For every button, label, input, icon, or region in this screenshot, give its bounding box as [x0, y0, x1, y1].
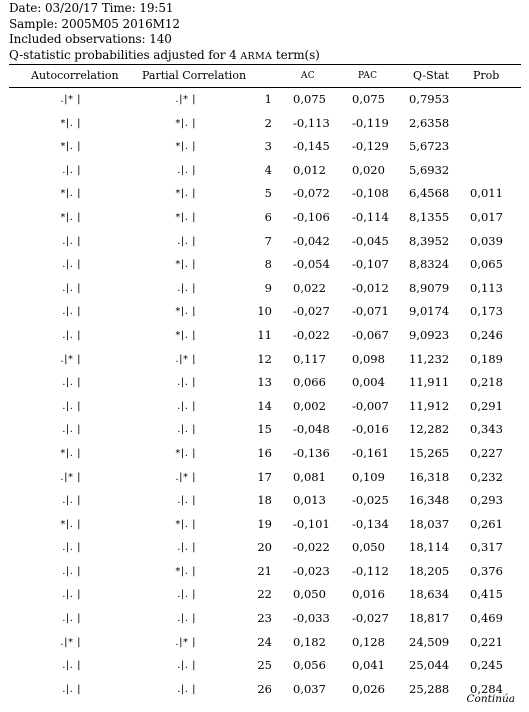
table-row	[9, 654, 521, 678]
autocorrelation-pattern: .|* |	[60, 636, 81, 648]
prob-value: 0,293	[470, 493, 503, 508]
partial-correlation-pattern: .|. |	[177, 613, 196, 625]
table-row	[9, 135, 521, 159]
autocorrelation-pattern: .|. |	[62, 542, 81, 554]
table-row	[9, 230, 521, 254]
autocorrelation-pattern: .|. |	[62, 282, 81, 294]
table-row	[9, 631, 521, 655]
pac-value: -0,067	[352, 327, 389, 342]
ac-value: 0,066	[293, 375, 326, 390]
prob-value: 0,284	[470, 681, 503, 696]
autocorrelation-pattern: .|. |	[62, 259, 81, 271]
prob-header: Prob	[473, 69, 500, 82]
lag-number: 14	[257, 398, 272, 413]
qstat-value: 2,6358	[409, 115, 450, 130]
lag-number: 13	[257, 375, 272, 390]
table-row	[9, 678, 521, 702]
table-row	[9, 607, 521, 631]
table-row	[9, 583, 521, 607]
prob-value: 0,065	[470, 257, 503, 272]
lag-number: 25	[257, 658, 272, 673]
pac-value: 0,041	[352, 658, 385, 673]
autocorrelation-pattern: .|* |	[60, 471, 81, 483]
qstat-value: 8,8324	[409, 257, 450, 272]
lag-number: 16	[257, 445, 272, 460]
autocorrelation-pattern: *|. |	[60, 117, 81, 129]
ac-value: -0,048	[293, 422, 330, 437]
qstat-value: 8,9079	[409, 280, 450, 295]
lag-number: 8	[264, 257, 272, 272]
qstat-value: 9,0923	[409, 327, 450, 342]
qstat-value: 18,205	[409, 563, 450, 578]
qstat-value: 0,7953	[409, 92, 450, 106]
ac-value: -0,054	[293, 257, 330, 272]
ac-value: 0,050	[293, 587, 326, 602]
pac-value: 0,109	[352, 469, 385, 484]
pac-value: -0,107	[352, 257, 389, 272]
pac-header: PAC	[358, 71, 378, 81]
prob-value: 0,227	[470, 445, 503, 460]
prob-value: 0,173	[470, 304, 503, 319]
qstat-value: 9,0174	[409, 304, 450, 319]
qstat-value: 5,6932	[409, 162, 450, 177]
pac-value: -0,114	[352, 209, 389, 224]
qstat-value: 16,318	[409, 469, 450, 484]
prob-value: 0,415	[470, 587, 503, 602]
partial-correlation-pattern: *|. |	[175, 565, 196, 577]
partial-correlation-pattern: *|. |	[175, 259, 196, 271]
pac-value: -0,129	[352, 139, 389, 154]
partial-correlation-pattern: .|. |	[177, 683, 196, 695]
qstat-value: 6,4568	[409, 186, 450, 201]
ac-value: -0,145	[293, 139, 330, 154]
qstat-value: 11,911	[409, 375, 450, 390]
pac-value: 0,004	[352, 375, 385, 390]
partial-correlation-pattern: .|. |	[177, 495, 196, 507]
prob-value: 0,469	[470, 611, 503, 626]
table-row	[9, 489, 521, 513]
partial-correlation-pattern: *|. |	[175, 329, 196, 341]
correlogram-table	[9, 66, 521, 701]
ac-value: 0,037	[293, 681, 326, 696]
table-row	[9, 348, 521, 372]
partial-correlation-pattern: .|* |	[175, 353, 196, 365]
lag-number: 9	[264, 280, 272, 295]
pac-value: -0,119	[352, 115, 389, 130]
partial-correlation-pattern: *|. |	[175, 518, 196, 530]
table-row	[9, 112, 521, 136]
prob-value: 0,232	[470, 469, 503, 484]
pac-value: -0,027	[352, 611, 389, 626]
ac-value: -0,136	[293, 445, 330, 460]
ac-value: -0,023	[293, 563, 330, 578]
ac-value: -0,106	[293, 209, 330, 224]
qstat-value: 8,1355	[409, 209, 450, 224]
table-row	[9, 536, 521, 560]
autocorrelation-pattern: .|. |	[62, 495, 81, 507]
ac-value: 0,075	[293, 92, 326, 106]
ac-value: -0,027	[293, 304, 330, 319]
prob-value: 0,039	[470, 233, 503, 248]
autocorrelation-pattern: *|. |	[60, 141, 81, 153]
autocorrelation-pattern: *|. |	[60, 211, 81, 223]
ac-value: 0,117	[293, 351, 326, 366]
ac-value: -0,101	[293, 516, 330, 531]
autocorrelation-pattern: *|. |	[60, 447, 81, 459]
autocorrelation-pattern: .|. |	[62, 329, 81, 341]
table-row	[9, 513, 521, 537]
partial-correlation-pattern: .|. |	[177, 164, 196, 176]
prob-value: 0,113	[470, 280, 503, 295]
lag-number: 4	[264, 162, 272, 177]
autocorrelation-pattern: .|* |	[60, 353, 81, 365]
prob-value: 0,017	[470, 209, 503, 224]
qstat-value: 24,509	[409, 634, 450, 649]
ac-value: -0,033	[293, 611, 330, 626]
table-body	[9, 88, 521, 701]
observations-line: Included observations: 140	[9, 32, 172, 46]
qstat-value: 11,232	[409, 351, 450, 366]
lag-number: 23	[257, 611, 272, 626]
qstat-value: 8,3952	[409, 233, 450, 248]
ac-value: -0,042	[293, 233, 330, 248]
pac-value: -0,161	[352, 445, 389, 460]
lag-number: 6	[264, 209, 272, 224]
sample-line: Sample: 2005M05 2016M12	[9, 16, 180, 31]
lag-number: 7	[264, 233, 272, 248]
autocorrelation-pattern: .|. |	[62, 235, 81, 247]
prob-value: 0,343	[470, 422, 503, 437]
lag-number: 26	[257, 681, 272, 696]
pac-value: -0,112	[352, 563, 389, 578]
autocorrelation-pattern: .|. |	[62, 565, 81, 577]
prob-value: 0,317	[470, 540, 503, 555]
qstat-value: 18,114	[409, 540, 450, 555]
ac-value: -0,022	[293, 327, 330, 342]
ac-value: 0,182	[293, 634, 326, 649]
prob-value: 0,189	[470, 351, 503, 366]
lag-number: 1	[264, 92, 272, 106]
qstat-value: 18,817	[409, 611, 450, 626]
pac-value: -0,134	[352, 516, 389, 531]
pac-value: -0,071	[352, 304, 389, 319]
table-row	[9, 324, 521, 348]
table-row	[9, 159, 521, 183]
partial-correlation-pattern: .|. |	[177, 282, 196, 294]
pac-value: 0,075	[352, 92, 385, 106]
table-row	[9, 253, 521, 277]
pac-value: 0,128	[352, 634, 385, 649]
table-row	[9, 88, 521, 112]
lag-number: 10	[257, 304, 272, 319]
lag-number: 2	[264, 115, 272, 130]
table-row	[9, 560, 521, 584]
qstat-value: 25,044	[409, 658, 450, 673]
pac-value: -0,016	[352, 422, 389, 437]
partial-correlation-pattern: .|. |	[177, 400, 196, 412]
qstat-value: 18,634	[409, 587, 450, 602]
ac-value: -0,072	[293, 186, 330, 201]
table-row	[9, 466, 521, 490]
report-header	[9, 1, 320, 64]
ac-value: 0,012	[293, 162, 326, 177]
continued-note: Continúa	[466, 693, 515, 705]
lag-number: 5	[264, 186, 272, 201]
autocorrelation-pattern: .|. |	[62, 400, 81, 412]
partial-correlation-pattern: *|. |	[175, 306, 196, 318]
autocorrelation-pattern: .|. |	[62, 683, 81, 695]
partial-correlation-pattern: .|* |	[175, 94, 196, 105]
pac-value: -0,007	[352, 398, 389, 413]
qstat-value: 12,282	[409, 422, 450, 437]
pac-value: 0,026	[352, 681, 385, 696]
ac-value: 0,081	[293, 469, 326, 484]
prob-value: 0,218	[470, 375, 503, 390]
ac-value: -0,113	[293, 115, 330, 130]
prob-value: 0,376	[470, 563, 503, 578]
table-row	[9, 182, 521, 206]
prob-value: 0,261	[470, 516, 503, 531]
lag-number: 20	[257, 540, 272, 555]
ac-value: 0,013	[293, 493, 326, 508]
lag-number: 17	[257, 469, 272, 484]
qstat-value: 25,288	[409, 681, 450, 696]
autocorrelation-pattern: .|* |	[60, 94, 81, 105]
table-row	[9, 300, 521, 324]
ac-value: -0,022	[293, 540, 330, 555]
partial-correlation-pattern: .|. |	[177, 424, 196, 436]
qstat-value: 11,912	[409, 398, 450, 413]
table-row	[9, 418, 521, 442]
partial-correlation-pattern: .|. |	[177, 660, 196, 672]
ac-header: AC	[301, 71, 315, 81]
column-header-row	[9, 66, 521, 88]
prob-value: 0,221	[470, 634, 503, 649]
lag-number: 19	[257, 516, 272, 531]
pac-value: 0,050	[352, 540, 385, 555]
table-row	[9, 206, 521, 230]
lag-number: 3	[264, 139, 272, 154]
qstat-value: 18,037	[409, 516, 450, 531]
qstat-value: 5,6723	[409, 139, 450, 154]
partial-correlation-pattern: .|. |	[177, 542, 196, 554]
prob-value: 0,011	[470, 186, 503, 201]
table-row	[9, 371, 521, 395]
lag-number: 12	[257, 351, 272, 366]
pac-value: 0,098	[352, 351, 385, 366]
partial-correlation-pattern: .|. |	[177, 589, 196, 601]
qstat-value: 16,348	[409, 493, 450, 508]
pac-value: -0,108	[352, 186, 389, 201]
partial-correlation-pattern: *|. |	[175, 188, 196, 200]
pac-value: 0,016	[352, 587, 385, 602]
partial-correlation-pattern: .|. |	[177, 377, 196, 389]
partial-correlation-pattern: *|. |	[175, 211, 196, 223]
autocorrelation-pattern: .|. |	[62, 164, 81, 176]
table-row	[9, 277, 521, 301]
autocorrelation-pattern: .|. |	[62, 660, 81, 672]
autocorrelation-pattern: *|. |	[60, 188, 81, 200]
prob-value: 0,246	[470, 327, 503, 342]
qstat-value: 15,265	[409, 445, 450, 460]
autocorrelation-pattern: .|. |	[62, 377, 81, 389]
partial-correlation-header: Partial Correlation	[142, 69, 247, 82]
partial-correlation-pattern: .|. |	[177, 235, 196, 247]
q-statistic-note: Q-statistic probabilities adjusted for 4 ARMA term(s)	[9, 47, 320, 62]
ac-value: 0,022	[293, 280, 326, 295]
autocorrelation-pattern: .|. |	[62, 613, 81, 625]
autocorrelation-pattern: .|. |	[62, 306, 81, 318]
top-rule	[9, 64, 521, 65]
lag-number: 11	[257, 327, 272, 342]
pac-value: -0,045	[352, 233, 389, 248]
pac-value: 0,020	[352, 162, 385, 177]
partial-correlation-pattern: .|* |	[175, 471, 196, 483]
prob-value: 0,245	[470, 658, 503, 673]
lag-number: 22	[257, 587, 272, 602]
ac-value: 0,002	[293, 398, 326, 413]
prob-value: 0,291	[470, 398, 503, 413]
qstat-header: Q-Stat	[413, 69, 450, 82]
table-row	[9, 395, 521, 419]
autocorrelation-pattern: .|. |	[62, 424, 81, 436]
autocorrelation-header: Autocorrelation	[31, 69, 119, 82]
lag-number: 24	[257, 634, 272, 649]
date-time-line: Date: 03/20/17 Time: 19:51	[9, 1, 174, 15]
pac-value: -0,012	[352, 280, 389, 295]
partial-correlation-pattern: *|. |	[175, 141, 196, 153]
ac-value: 0,056	[293, 658, 326, 673]
lag-number: 18	[257, 493, 272, 508]
autocorrelation-pattern: .|. |	[62, 589, 81, 601]
partial-correlation-pattern: *|. |	[175, 117, 196, 129]
table-row	[9, 442, 521, 466]
lag-number: 21	[257, 563, 272, 578]
partial-correlation-pattern: .|* |	[175, 636, 196, 648]
pac-value: -0,025	[352, 493, 389, 508]
autocorrelation-pattern: *|. |	[60, 518, 81, 530]
lag-number: 15	[257, 422, 272, 437]
partial-correlation-pattern: *|. |	[175, 447, 196, 459]
